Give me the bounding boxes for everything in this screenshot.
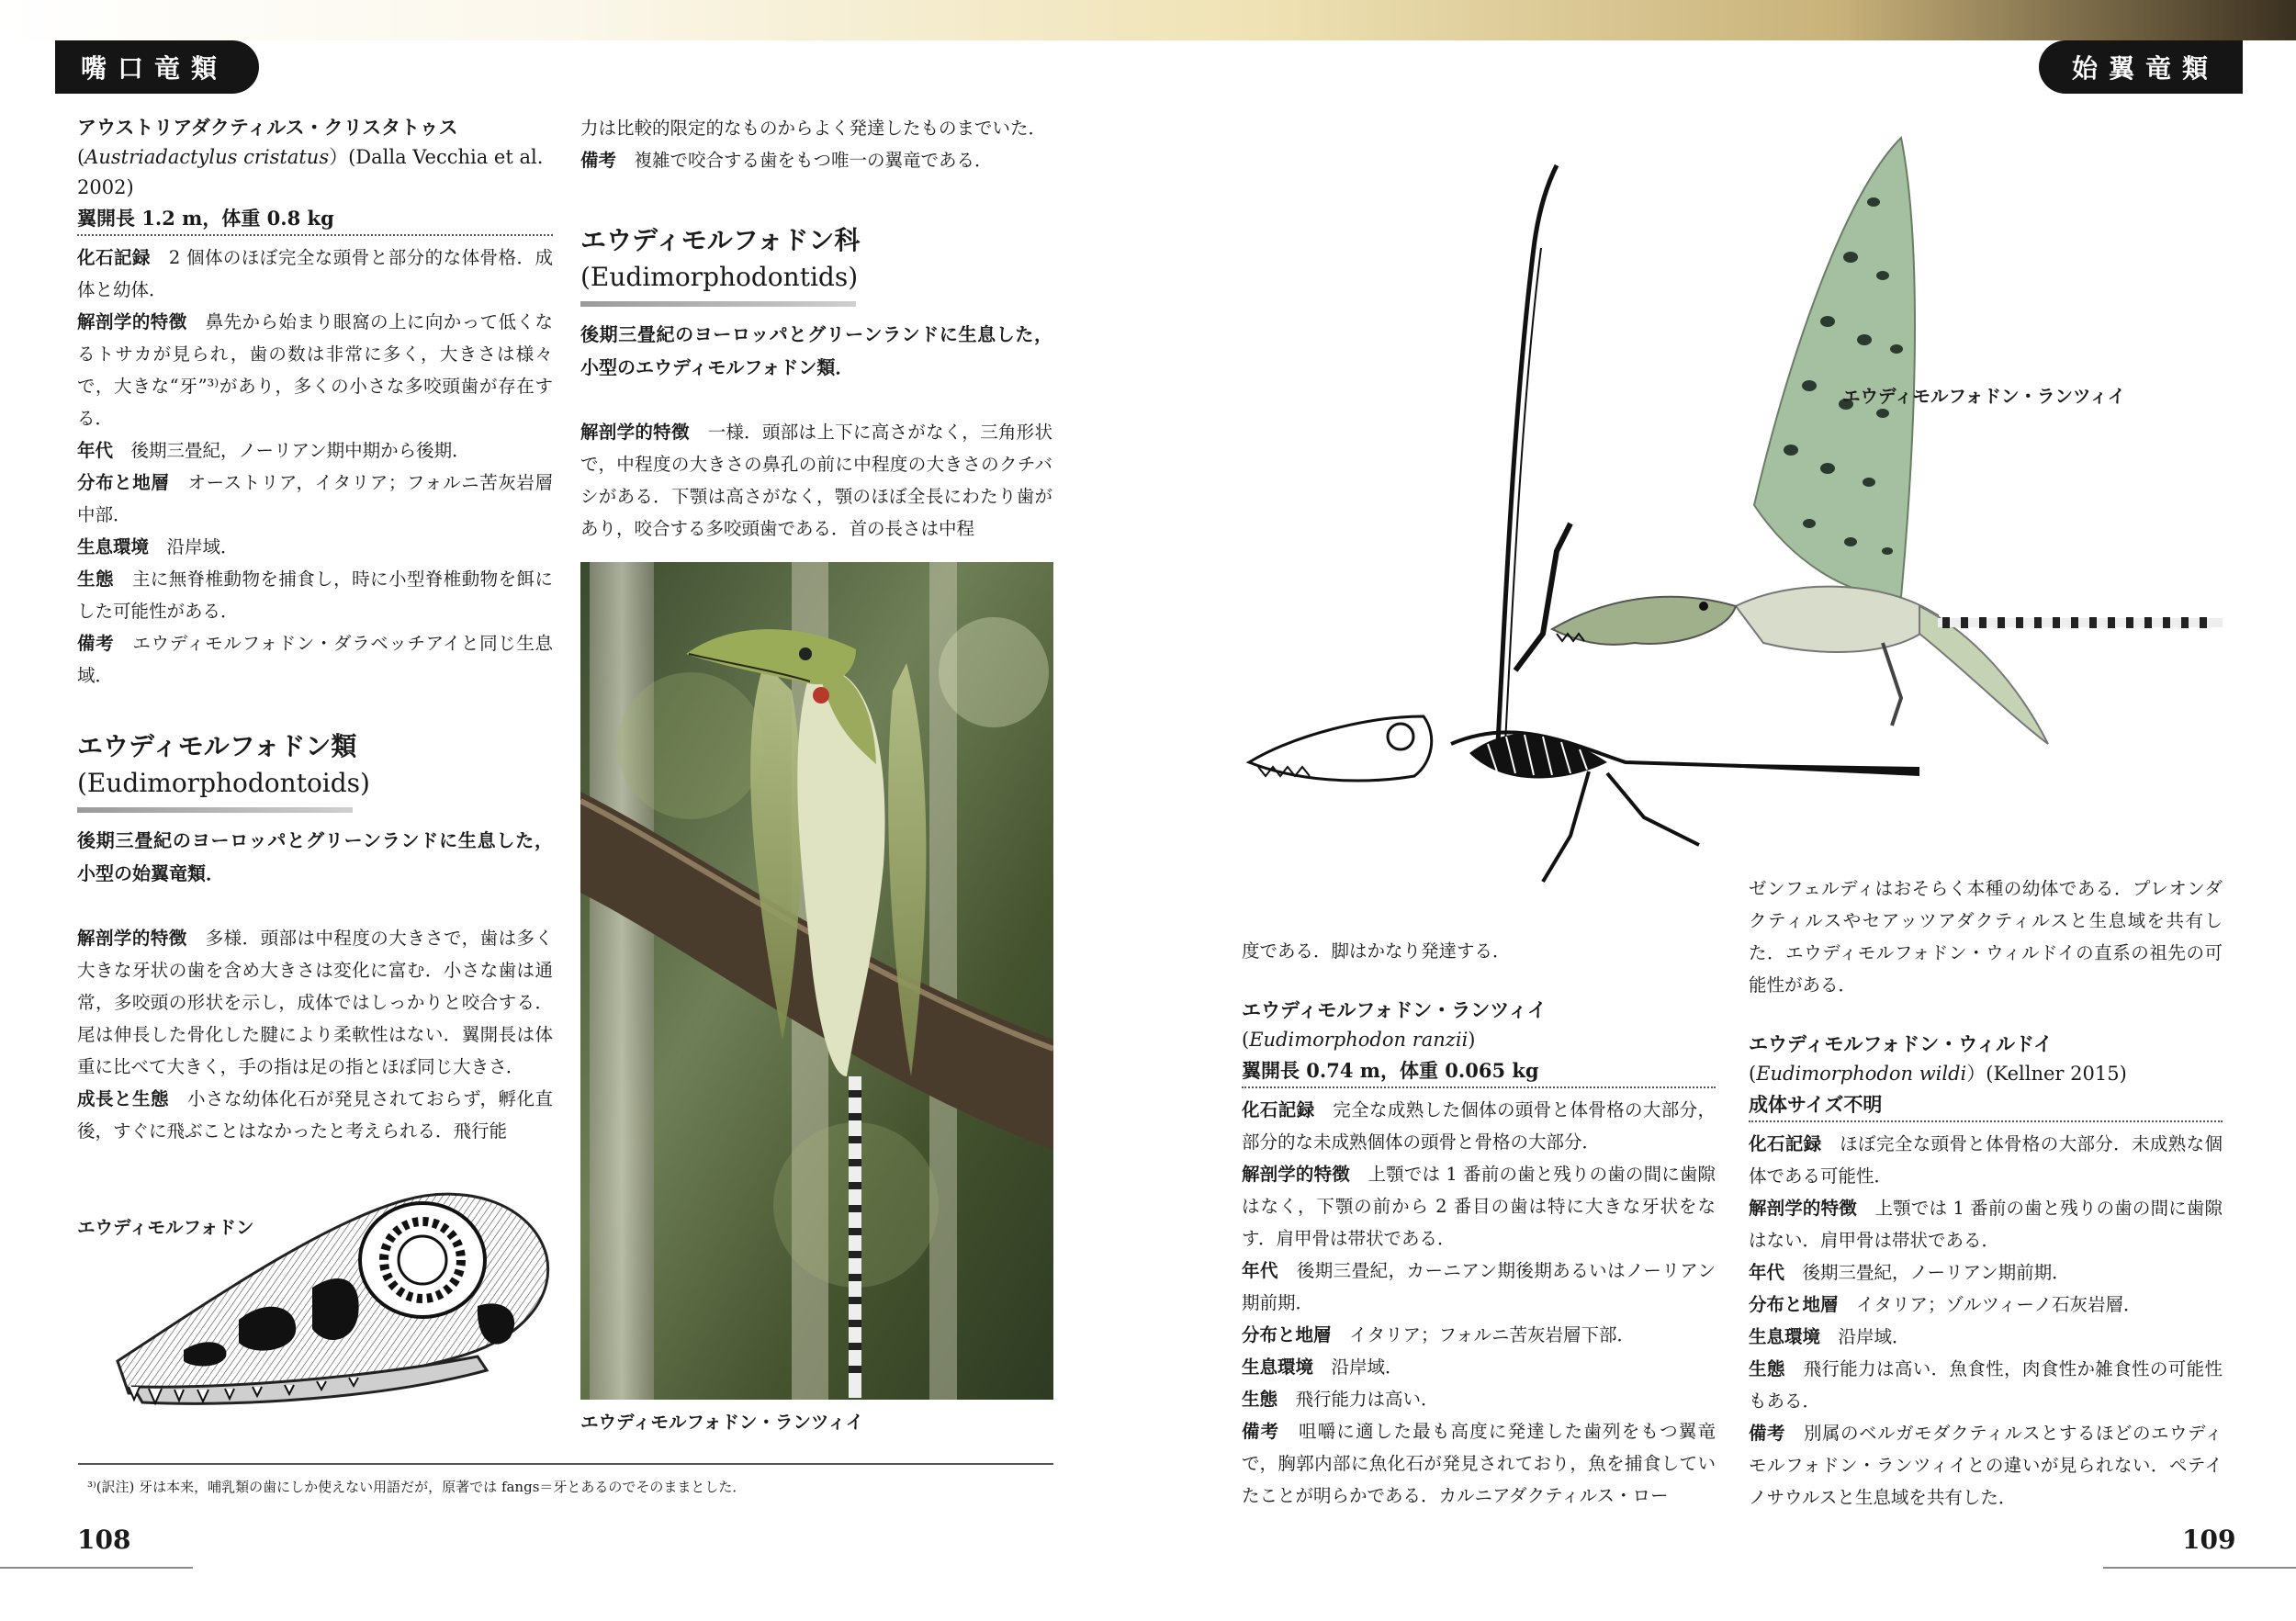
field-row: 化石記録 2 個体のほぼ完全な頭骨と部分的な体骨格．成体と幼体． bbox=[77, 247, 553, 300]
skull-caption: エウディモルフォドン bbox=[77, 1217, 254, 1238]
field-row: 解剖学的特徴 一様．頭部は上下に高さがなく，三角形状で，中程度の大きさの鼻孔の前に中程度の大きさのクチバシがある．下顎は高さがなく，顎のほぼ全長にわたり歯があり，咬合する多咬頭歯である．首の長さは中程 bbox=[580, 422, 1052, 539]
species-name-jp: アウストリアダクティルス・クリスタトゥス bbox=[77, 116, 458, 139]
field-row: 化石記録 完全な成熟した個体の頭骨と体骨格の大部分，部分的な未成熟個体の頭骨と骨格の大部分． bbox=[1242, 1099, 1716, 1153]
group-title-jp: エウディモルフォドン類 bbox=[77, 731, 357, 761]
field-row: 分布と地層 イタリア；フォルニ苦灰岩層下部． bbox=[1242, 1324, 1636, 1345]
page-number-right: 109 bbox=[2182, 1525, 2236, 1555]
skeleton-and-life-illustration bbox=[1240, 119, 2223, 900]
group-section-eudimorphodontids bbox=[580, 222, 1052, 545]
field-row: 解剖学的特徴 多様．頭部は中程度の大きさで，歯は多く大きな牙状の歯を含め大きさは変化に富む．小さな歯は通常，多咬頭の形状を示し，成体ではしっかりと咬合する．尾は伸長した骨化した腱により柔軟性はない．翼開長は体重に比べて大きく，手の指は足の指とほぼ同じ大きさ． bbox=[77, 928, 553, 1077]
title-underline bbox=[580, 301, 856, 307]
family-intro: 後期三畳紀のヨーロッパとグリーンランドに生息した，小型のエウディモルフォドン類． bbox=[580, 323, 1052, 378]
left-column-2 bbox=[580, 112, 1052, 545]
footnote-rule bbox=[78, 1463, 1053, 1465]
chapter-title-left: 嘴口竜類 bbox=[81, 53, 229, 84]
species-entry-austriadactylus bbox=[77, 112, 553, 692]
field-row: 生息環境 沿岸域． bbox=[1242, 1356, 1403, 1378]
family-title-jp: エウディモルフォドン科 bbox=[580, 225, 861, 255]
title-underline bbox=[77, 807, 353, 813]
field-row: 解剖学的特徴 上顎では 1 番前の歯と残りの歯の間に歯隙はなく，下顎の前から 2 番目の歯は特に大きな牙状をなす．肩甲骨は帯状である． bbox=[1242, 1164, 1716, 1249]
field-row: 化石記録 ほぼ完全な頭骨と体骨格の大部分．未成熟な個体である可能性． bbox=[1749, 1133, 2223, 1187]
field-row: 年代 後期三畳紀，ノーリアン期中期から後期． bbox=[77, 440, 470, 461]
field-row: 備考 咀嚼に適した最も高度に発達した歯列をもつ翼竜で，胸郭内部に魚化石が発見されており，魚を捕食していたことが明らかである．カルニアダクティルス・ロー bbox=[1242, 1421, 1716, 1506]
field-row: 生態 飛行能力は高い．魚食性，肉食性か雑食性の可能性もある． bbox=[1749, 1358, 2223, 1412]
species-name-latin: (Eudimorphodon ranzii) bbox=[1242, 1029, 1476, 1051]
species-entry-ranzii bbox=[1242, 995, 1716, 1512]
field-row: 分布と地層 オーストリア，イタリア；フォルニ苦灰岩層中部． bbox=[77, 472, 553, 525]
page-number-left: 108 bbox=[77, 1525, 131, 1555]
species-size: 成体サイズ不明 bbox=[1749, 1089, 2223, 1122]
footer-line-left bbox=[0, 1567, 193, 1569]
right-column-4 bbox=[1749, 872, 2223, 1514]
footer-line-right bbox=[2103, 1567, 2296, 1569]
field-row: 年代 後期三畳紀，ノーリアン期前期． bbox=[1749, 1262, 2070, 1283]
group-intro: 後期三畳紀のヨーロッパとグリーンランドに生息した，小型の始翼竜類． bbox=[77, 829, 553, 884]
field-row: 生息環境 沿岸域． bbox=[77, 536, 239, 557]
field-row: 生態 飛行能力は高い． bbox=[1242, 1389, 1439, 1410]
field-row: 解剖学的特徴 鼻先から始まり眼窩の上に向かって低くなるトサカが見られ，歯の数は非常に多く，大きさは様々で，大きな“牙”³⁾があり，多くの小さな多咬頭歯が存在する． bbox=[77, 311, 553, 429]
continued-text: 度である．脚はかなり発達する． bbox=[1242, 940, 1511, 962]
eudimorphodon-photo bbox=[580, 562, 1053, 1400]
left-column-1 bbox=[77, 112, 553, 1147]
continued-text: 力は比較的限定的なものからよく発達したものまでいた． bbox=[580, 118, 1047, 139]
group-section-eudimorphodontoids bbox=[77, 728, 553, 1147]
species-name-latin: (Austriadactylus cristatus）(Dalla Vecchia et al. bbox=[77, 146, 544, 168]
chapter-title-right: 始翼竜類 bbox=[2072, 53, 2220, 84]
species-entry-wildi bbox=[1749, 1029, 2223, 1514]
species-size: 翼開長 1.2 m，体重 0.8 kg bbox=[77, 203, 553, 236]
chapter-tab-right bbox=[2039, 40, 2243, 94]
species-size: 翼開長 0.74 m，体重 0.065 kg bbox=[1242, 1055, 1716, 1088]
field-row: 解剖学的特徴 上顎では 1 番前の歯と残りの歯の間に歯隙はない．肩甲骨は帯状である． bbox=[1749, 1198, 2223, 1251]
field-row: 分布と地層 イタリア；ゾルツィーノ石灰岩層． bbox=[1749, 1294, 2142, 1315]
species-name-latin: (Eudimorphodon wildi）(Kellner 2015) bbox=[1749, 1063, 2127, 1085]
header-gradient-bar bbox=[0, 0, 2296, 40]
chapter-tab-left bbox=[55, 40, 259, 94]
family-title-latin: (Eudimorphodontids) bbox=[580, 262, 859, 292]
field-row: 生息環境 沿岸域． bbox=[1749, 1326, 1910, 1347]
footnote: ³⁾(訳注) 牙は本来，哺乳類の歯にしか使えない用語だが，原著では fangs＝牙とあるのでそのままとした． bbox=[87, 1479, 747, 1495]
photo-caption: エウディモルフォドン・ランツィイ bbox=[580, 1412, 864, 1433]
field-row: 備考 複雑で咬合する歯をもつ唯一の翼竜である． bbox=[580, 150, 993, 171]
species-name-year: 2002) bbox=[77, 176, 134, 198]
field-row: 備考 エウディモルフォドン・ダラベッチアイと同じ生息域． bbox=[77, 633, 553, 686]
continued-text: ゼンフェルディはおそらく本種の幼体である．プレオンダクティルスやセアッツアダクティルスと生息域を共有した．エウディモルフォドン・ウィルドイの直系の祖先の可能性がある． bbox=[1749, 878, 2223, 996]
illustration-caption: エウディモルフォドン・ランツィイ bbox=[1842, 386, 2126, 407]
species-name-jp: エウディモルフォドン・ウィルドイ bbox=[1749, 1032, 2053, 1055]
field-row: 成長と生態 小さな幼体化石が発見されておらず，孵化直後，すぐに飛ぶことはなかったと考えられる．飛行能 bbox=[77, 1088, 553, 1142]
field-row: 生態 主に無脊椎動物を捕食し，時に小型脊椎動物を餌にした可能性がある． bbox=[77, 568, 553, 622]
right-column-3 bbox=[1242, 935, 1716, 1512]
skull-illustration bbox=[92, 1168, 569, 1435]
species-name-jp: エウディモルフォドン・ランツィイ bbox=[1242, 998, 1548, 1021]
field-row: 備考 別属のベルガモダクティルスとするほどのエウディモルフォドン・ランツィイとの違いが見られない．ペテイノサウルスと生息域を共有した． bbox=[1749, 1423, 2223, 1508]
field-row: 年代 後期三畳紀，カーニアン期後期あるいはノーリアン期前期． bbox=[1242, 1260, 1716, 1313]
group-title-latin: (Eudimorphodontoids) bbox=[77, 768, 370, 798]
